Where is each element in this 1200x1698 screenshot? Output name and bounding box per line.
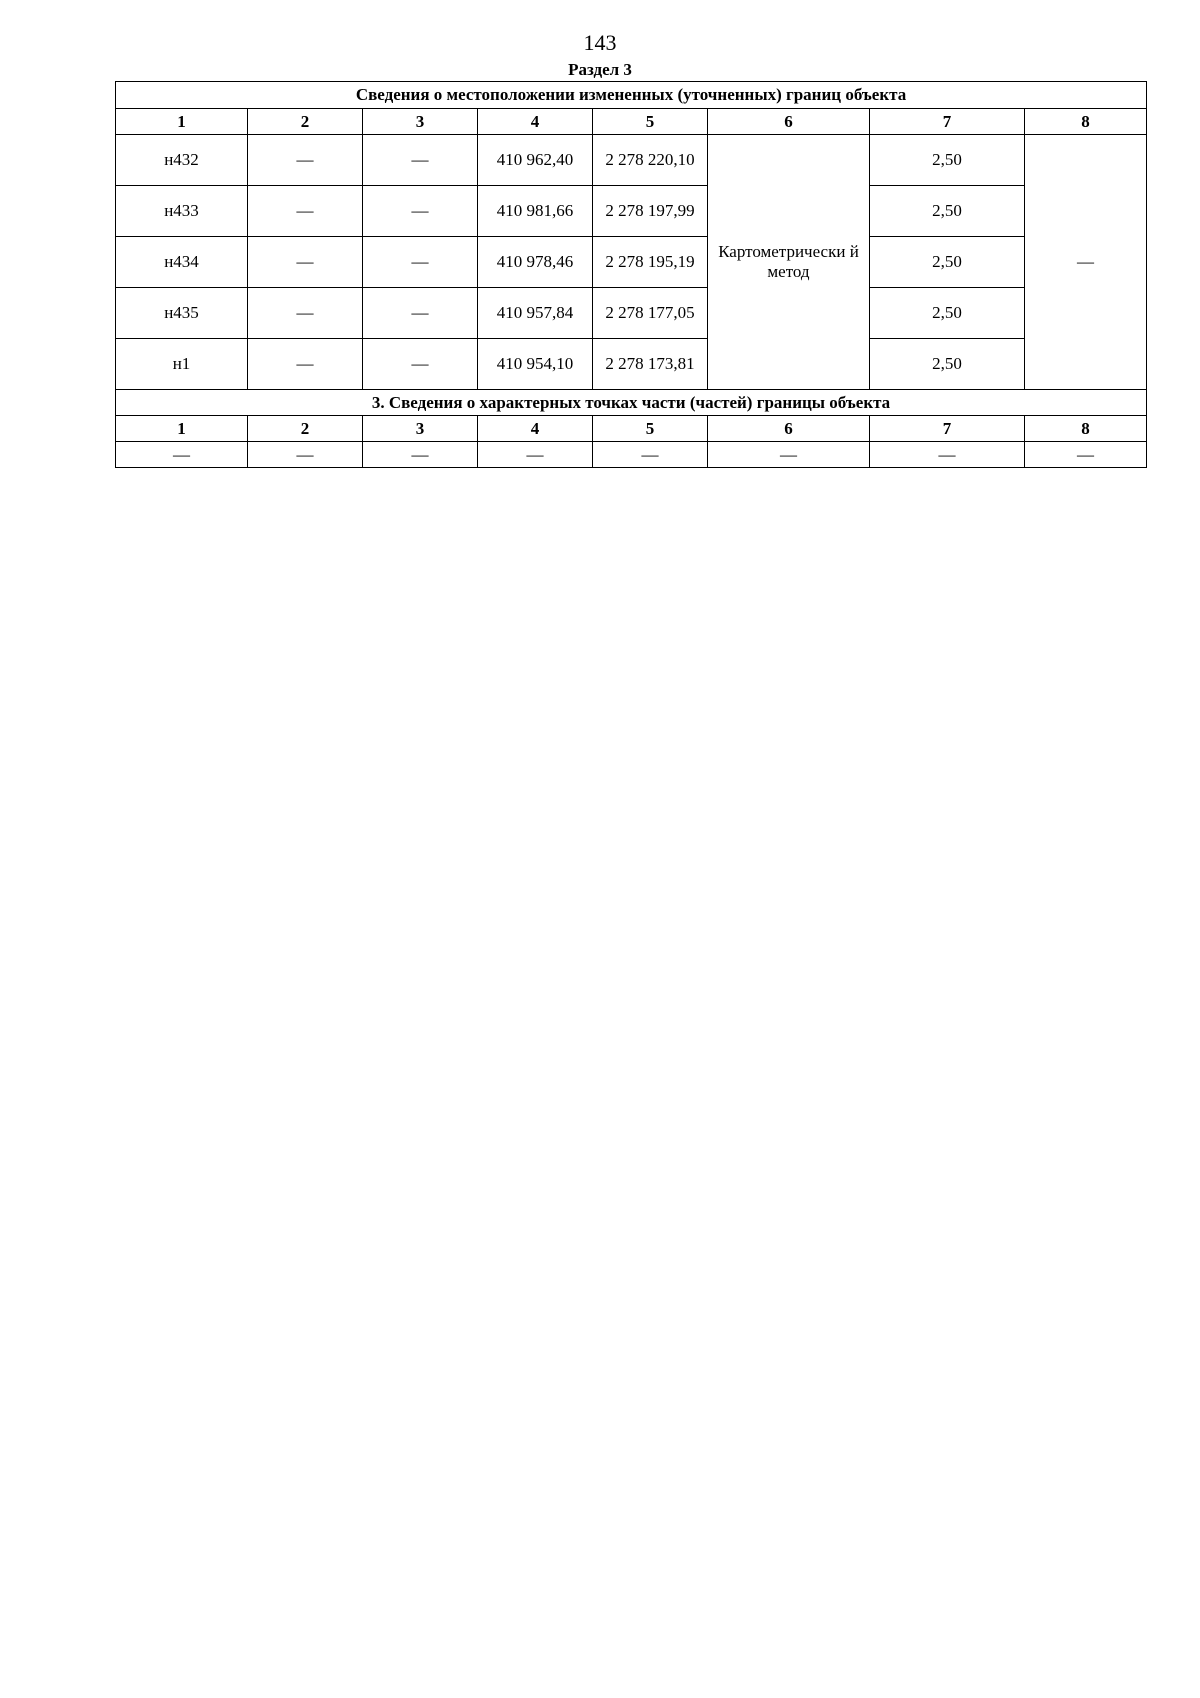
column-header: 6 <box>708 109 870 135</box>
table-cell: — <box>116 442 248 468</box>
table-cell: — <box>363 186 478 237</box>
coordinate-x: 410 978,46 <box>478 237 593 288</box>
column-header: 3 <box>363 416 478 442</box>
column-header: 8 <box>1025 416 1147 442</box>
coordinate-y: 2 278 173,81 <box>593 339 708 390</box>
coordinate-y: 2 278 177,05 <box>593 288 708 339</box>
column-header: 2 <box>248 416 363 442</box>
column-header: 7 <box>870 416 1025 442</box>
table-cell: — <box>248 288 363 339</box>
coordinate-y: 2 278 195,19 <box>593 237 708 288</box>
table-row <box>116 186 1147 237</box>
coordinate-y: 2 278 220,10 <box>593 135 708 186</box>
table-row <box>116 339 1147 390</box>
accuracy-value: 2,50 <box>870 135 1025 186</box>
table-row <box>116 442 1147 468</box>
table-cell: — <box>363 339 478 390</box>
accuracy-value: 2,50 <box>870 237 1025 288</box>
accuracy-value: 2,50 <box>870 339 1025 390</box>
point-name: н432 <box>116 135 248 186</box>
table-row <box>116 135 1147 186</box>
col8-cell: — <box>1025 135 1147 390</box>
column-header: 5 <box>593 416 708 442</box>
point-name: н1 <box>116 339 248 390</box>
table-cell: — <box>363 237 478 288</box>
page-number: 143 <box>583 30 617 55</box>
table-row <box>116 237 1147 288</box>
column-header: 6 <box>708 416 870 442</box>
point-name: н434 <box>116 237 248 288</box>
point-name: н433 <box>116 186 248 237</box>
table-row <box>116 288 1147 339</box>
table-cell: — <box>1025 442 1147 468</box>
coordinate-x: 410 957,84 <box>478 288 593 339</box>
column-header: 4 <box>478 109 593 135</box>
table-cell: — <box>363 135 478 186</box>
table-cell: — <box>248 135 363 186</box>
section-title: Раздел 3 <box>568 60 632 79</box>
point-name: н435 <box>116 288 248 339</box>
column-header: 8 <box>1025 109 1147 135</box>
table-cell: — <box>870 442 1025 468</box>
column-header: 3 <box>363 109 478 135</box>
table-cell: — <box>593 442 708 468</box>
table-cell: — <box>363 288 478 339</box>
accuracy-value: 2,50 <box>870 288 1025 339</box>
column-header: 5 <box>593 109 708 135</box>
column-header: 1 <box>116 416 248 442</box>
coordinate-y: 2 278 197,99 <box>593 186 708 237</box>
column-header: 1 <box>116 109 248 135</box>
table-cell: — <box>248 186 363 237</box>
table-cell: — <box>248 442 363 468</box>
coordinate-x: 410 981,66 <box>478 186 593 237</box>
table-cell: — <box>363 442 478 468</box>
column-header: 4 <box>478 416 593 442</box>
accuracy-value: 2,50 <box>870 186 1025 237</box>
coordinate-x: 410 954,10 <box>478 339 593 390</box>
coordinate-x: 410 962,40 <box>478 135 593 186</box>
table-subtitle: 3. Сведения о характерных точках части (частей) границы объекта <box>116 390 1147 416</box>
table-title: Сведения о местоположении измененных (уточненных) границ объекта <box>116 82 1147 109</box>
table-cell: — <box>708 442 870 468</box>
column-header: 2 <box>248 109 363 135</box>
boundary-table <box>115 81 1147 468</box>
column-header: 7 <box>870 109 1025 135</box>
table-cell: — <box>248 339 363 390</box>
table-cell: — <box>248 237 363 288</box>
table-cell: — <box>478 442 593 468</box>
method-cell: Картометрически й метод <box>708 135 870 390</box>
